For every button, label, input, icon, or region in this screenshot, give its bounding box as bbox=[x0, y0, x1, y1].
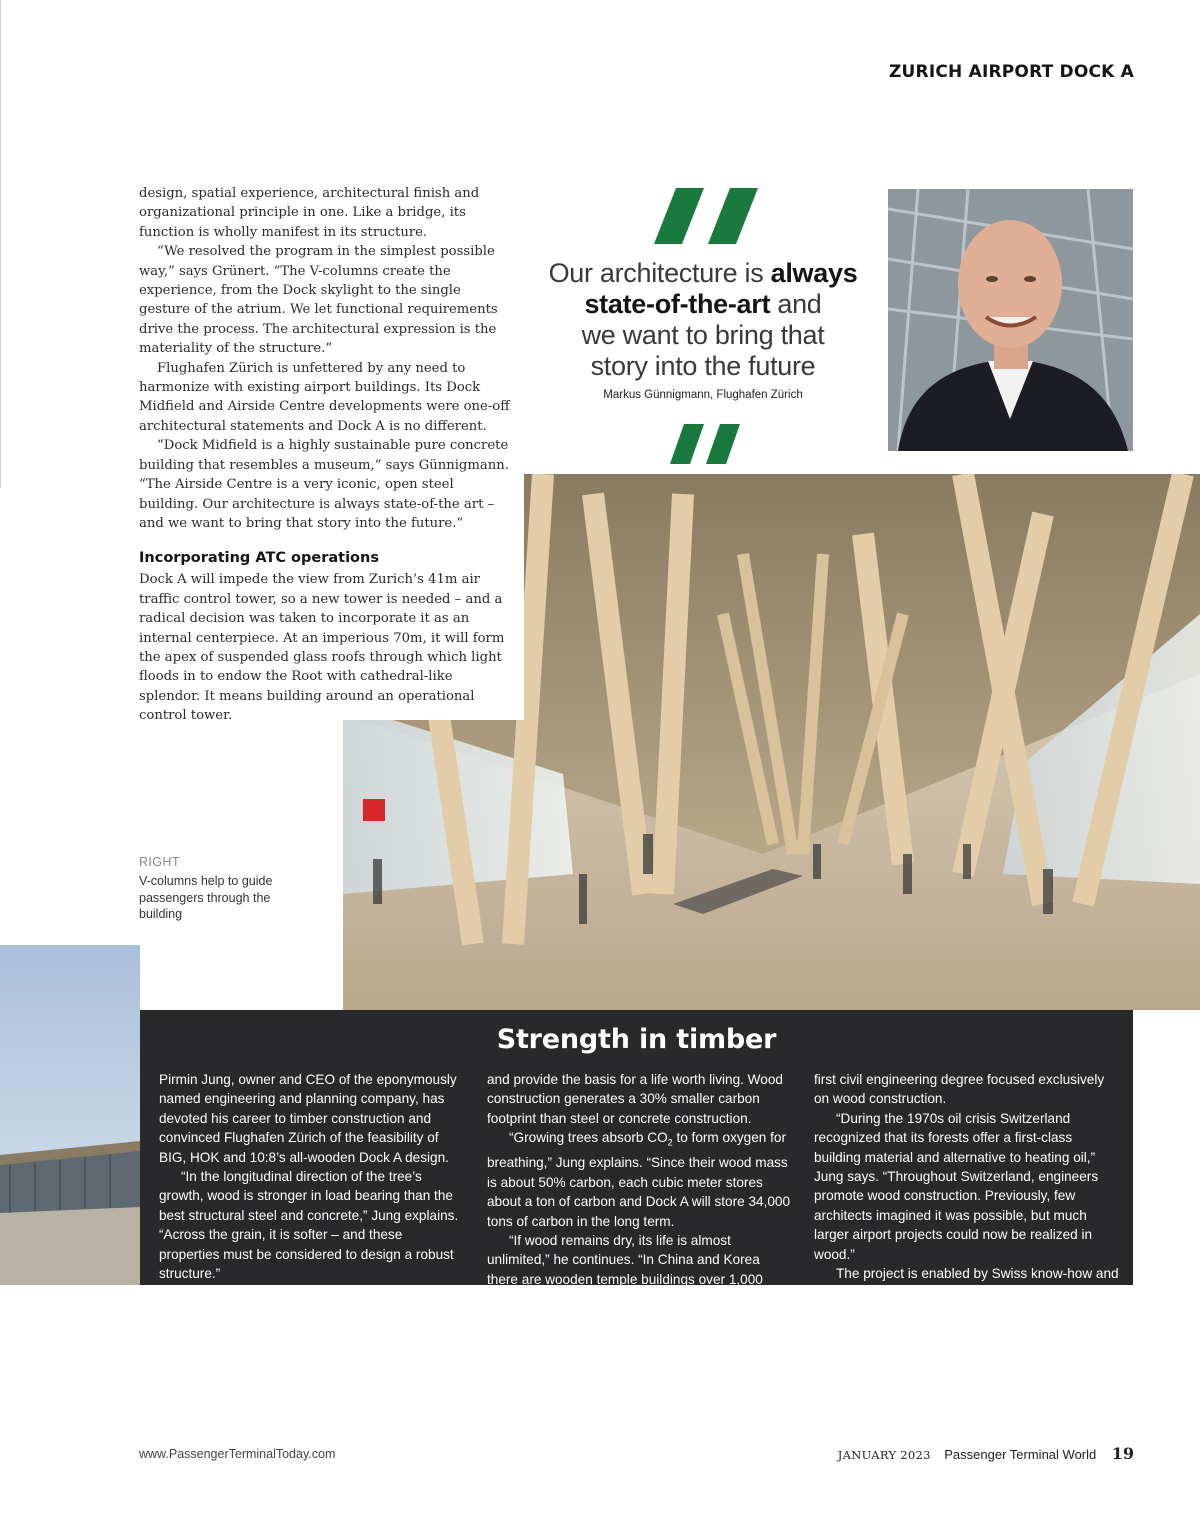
sidebar-paragraph: and provide the basis for a life worth living. Wood construction generates a 30% smaller carbon footprint than steel or concrete construction. bbox=[487, 1072, 783, 1126]
sidebar-paragraph: In 1986 Switzerland founded a technical college for timber engineers in Biel (where Jung studied) and introduced the world’s bbox=[487, 1310, 775, 1365]
footer-info bbox=[838, 1444, 1134, 1463]
issue-date: JANUARY 2023 bbox=[837, 1448, 931, 1462]
close-quote-icon bbox=[670, 424, 740, 464]
article-paragraph: “Dock Midfield is a highly sustainable pure concrete building that resembles a museum,” says Günnigmann. “The Airside Centre is a very iconic, open steel building. Our architecture is always state-of-the art – and we want to bring that story into the future.” bbox=[139, 438, 509, 531]
portrait-photo bbox=[888, 189, 1133, 451]
quote-attribution: Markus Günnigmann, Flughafen Zürich bbox=[603, 389, 803, 401]
pull-quote-line: story into the future bbox=[590, 351, 816, 381]
sidebar-column-2 bbox=[487, 1070, 792, 1367]
article-paragraph: design, spatial experience, architectural finish and organizational principle in one. Like a bridge, its function is wholly manifest in its structure. bbox=[139, 186, 480, 240]
sidebar-column-1 bbox=[159, 1070, 464, 1381]
article-paragraph: Flughafen Zürich is unfettered by any need to harmonize with existing airport buildings. Its Dock Midfield and Airside Centre developments were one-off architectural statements and Dock A is no different. bbox=[139, 360, 510, 434]
open-quote-icon bbox=[654, 188, 758, 244]
article-paragraph: Dock A will impede the view from Zurich’s 41m air traffic control tower, so a new tower is needed – and a radical decision was taken to incorporate it as an internal centerpiece. At an imperious 70m, it will form the apex of suspended glass roofs through which light floods in to endow the Root with cathedral-like splendor. It means building around an operational control tower. bbox=[139, 572, 505, 724]
pull-quote bbox=[530, 258, 876, 382]
sidebar-title: Strength in timber bbox=[496, 1024, 777, 1055]
pull-quote-line: state-of-the-art and bbox=[584, 289, 822, 319]
sidebar-paragraph: Building with wood drives demand and therefore creates a need for large-scale forestry, which promotes healthy, productive forests that produce oxygen, store water, protect against natural hazards bbox=[159, 1285, 449, 1379]
sidebar-paragraph: “In the longitudinal direction of the tree’s growth, wood is stronger in load bearing than the best structural steel and concrete,” Jung explains. “Across the grain, it is softer – and these properties must be considered to design a robust structure.” bbox=[159, 1169, 459, 1282]
pull-quote-line: we want to bring that bbox=[581, 320, 825, 350]
sidebar-paragraph: “Growing trees absorb $CO_2$ to form oxygen for breathing,” Jung explains. “Since their wood mass is about 50% carbon, each cubic meter stores about a ton of carbon and Dock A will store 34,000 tons of carbon in the long term. bbox=[487, 1130, 791, 1229]
sidebar-paragraph: Pirmin Jung, owner and CEO of the eponymously named engineering and planning company, has devoted his career to timber construction and convinced Flughafen Zürich of the feasibility of BIG, HOK and 10:8’s all-wooden Dock A design. bbox=[159, 1072, 457, 1165]
exterior-photo bbox=[0, 945, 140, 1285]
pull-quote-line: Our architecture is always bbox=[548, 258, 858, 288]
page-number: 19 bbox=[1111, 1444, 1134, 1463]
sidebar-paragraph: “During the 1970s oil crisis Switzerland recognized that its forests offer a first-class building material and alternative to heating oil,” Jung says. “Throughout Switzerland, engineers promote wood construction. Previously, few architects imagined it was possible, but much larger airport projects could now be realized in wood.” bbox=[814, 1110, 1099, 1262]
article-body bbox=[139, 184, 511, 726]
page-edge-rule bbox=[0, 0, 1, 488]
article-paragraph: “We resolved the program in the simplest possible way,” says Grünert. “The V-columns create the experience, from the Dock skylight to the single gesture of the atrium. We let functional requirements drive the process. The architectural expression is the materiality of the structure.” bbox=[139, 244, 498, 357]
footer-url[interactable]: www.PassengerTerminalToday.com bbox=[139, 1447, 336, 1461]
section-title: ZURICH AIRPORT DOCK A bbox=[889, 62, 1134, 82]
sidebar-paragraph: first civil engineering degree focused exclusively on wood construction. bbox=[814, 1072, 1105, 1107]
article-subheading: Incorporating ATC operations bbox=[139, 550, 379, 567]
caption-title: RIGHT bbox=[139, 855, 180, 869]
sidebar-column-3 bbox=[814, 1070, 1119, 1381]
caption-text: V-columns help to guide passengers through the building bbox=[139, 874, 273, 921]
magazine-name: Passenger Terminal World bbox=[944, 1447, 1097, 1462]
sidebar-paragraph: The project is enabled by Swiss know-how and engineering. The requisite construction timber equates to 5% of annual national output, but it will be locally sourced over several years from still-expanding forests to minimize transportation emissions. bbox=[814, 1266, 1119, 1379]
sidebar-paragraph: “If wood remains dry, its life is almost unlimited,” he continues. “In China and Korea there are wooden temple buildings over 1,000 years old.” bbox=[487, 1232, 763, 1307]
